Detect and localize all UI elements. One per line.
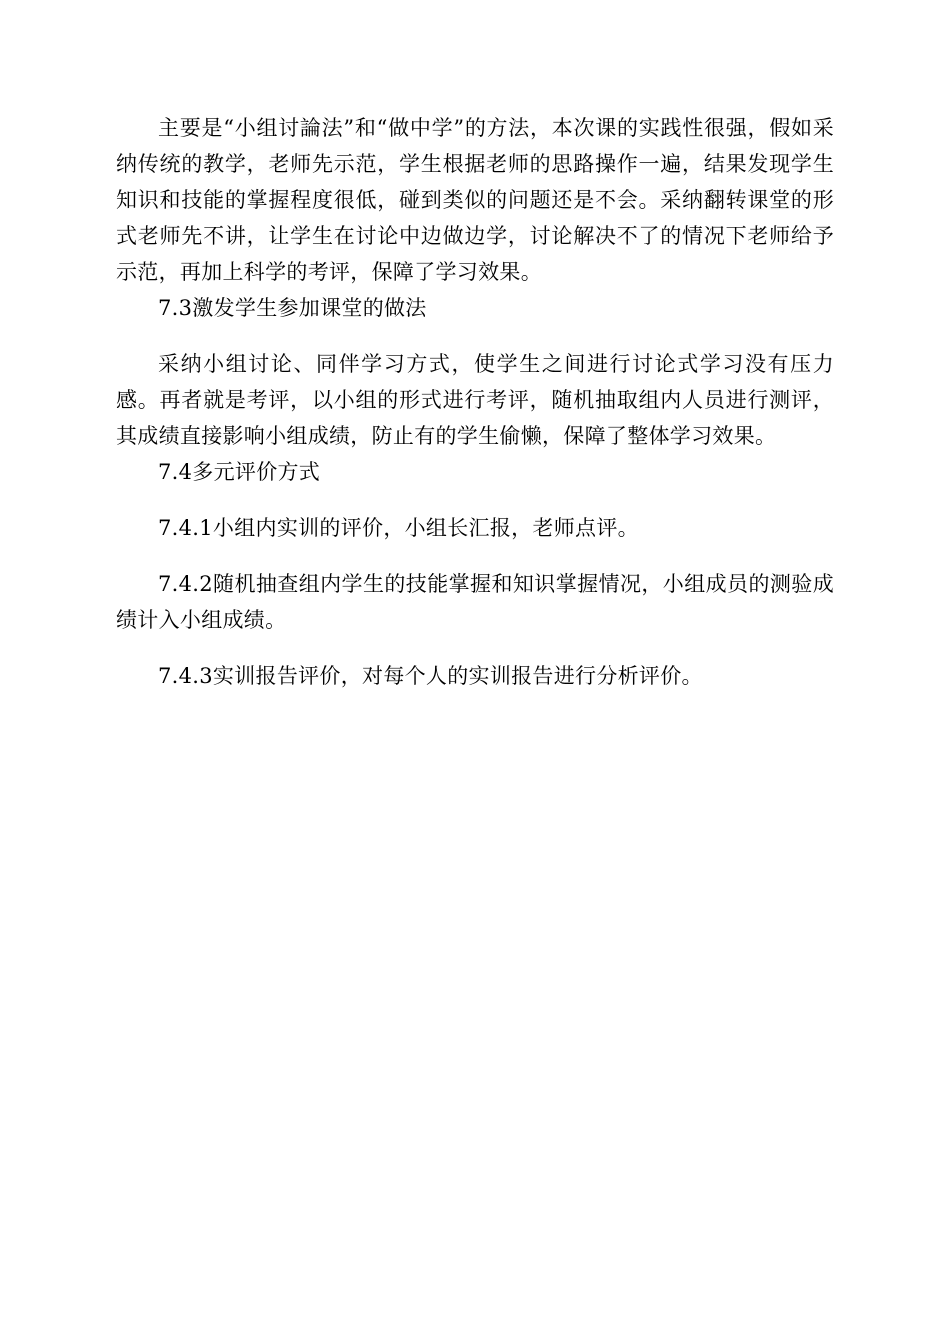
item-7-4-3: 7.4.3实训报告评价，对每个人的实训报告进行分析评价。 — [158, 664, 703, 688]
document-body — [116, 110, 834, 694]
section-heading-7-3: 7.3激发学生参加课堂的做法 — [158, 296, 427, 320]
item-7-4-1: 7.4.1小组内实训的评价，小组长汇报，老师点评。 — [158, 516, 639, 540]
item-7-4-2: 7.4.2随机抽查组内学生的技能掌握和知识掌握情况，小组成员的测验成绩计入小组成绩。 — [116, 572, 834, 632]
intro-paragraph: 主要是“小组讨論法”和“做中学”的方法，本次课的实践性很强，假如采纳传统的教学，老师先示范，学生根据老师的思路操作一遍，结果发现学生知识和技能的掌握程度很低，碰到类似的问题还是不会。采纳翻转课堂的形式老师先不讲，让学生在讨论中边做边学，讨论解决不了的情况下老师给予示范，再加上科学的考评，保障了学习效果。 — [116, 116, 834, 284]
section-7-3-paragraph: 采纳小组讨论、同伴学习方式，使学生之间进行讨论式学习没有压力感。再者就是考评，以小组的形式进行考评，随机抽取组内人员进行测评，其成绩直接影响小组成绩，防止有的学生偷懒，保障了整体学习效果。 — [116, 352, 834, 448]
section-heading-7-4: 7.4多元评价方式 — [158, 460, 321, 484]
